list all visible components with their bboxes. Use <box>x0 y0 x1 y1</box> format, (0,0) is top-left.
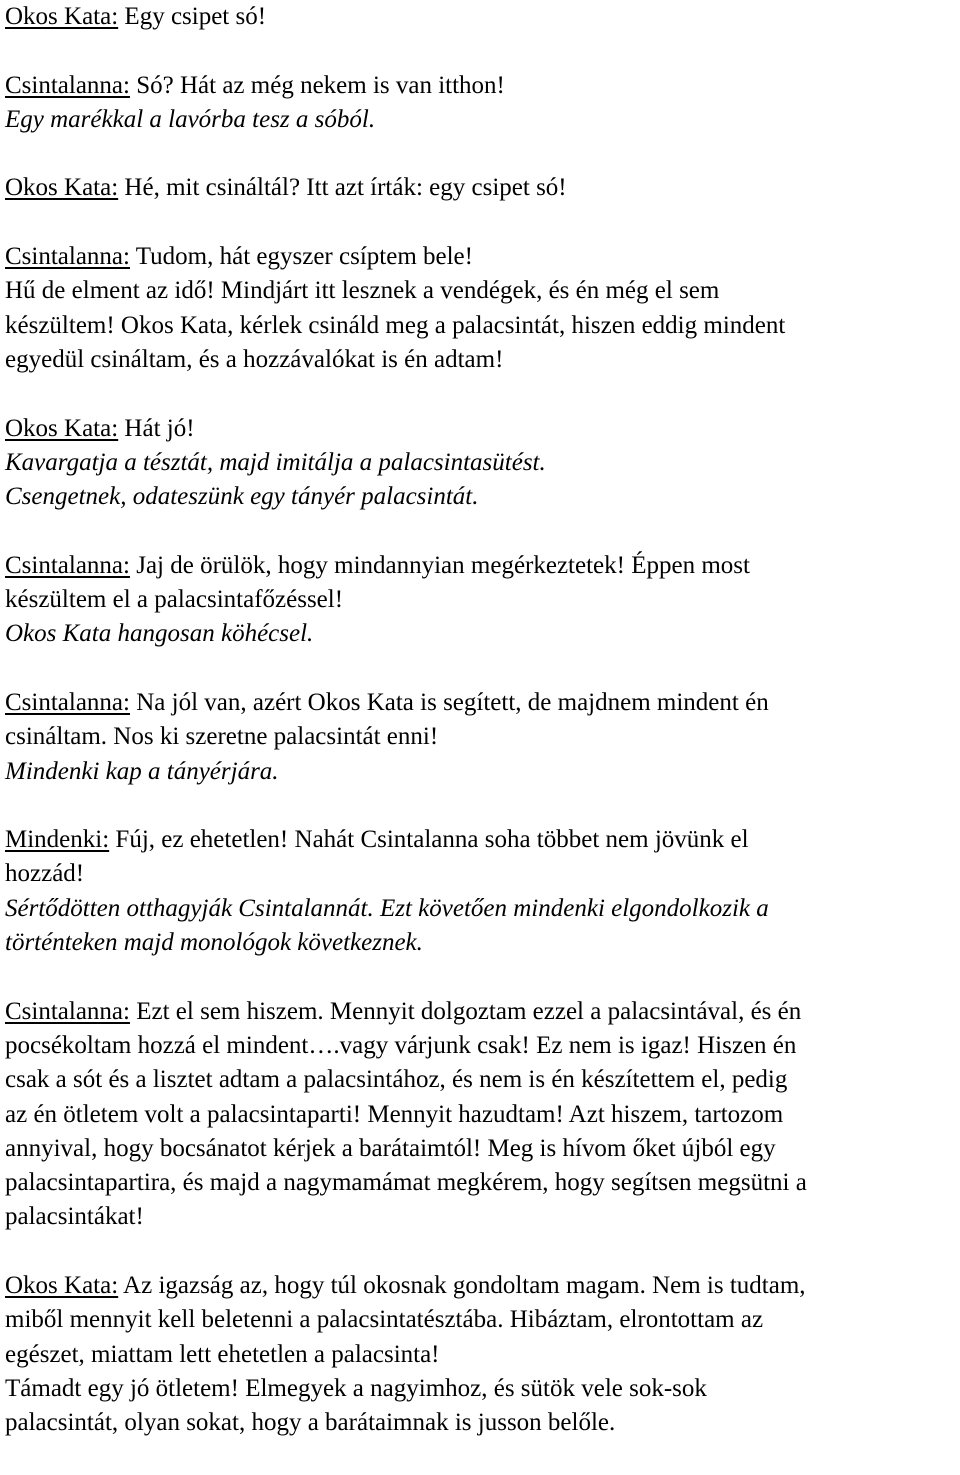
dialogue-text: Jaj de örülök, hogy mindannyian megérkeztetek! Éppen most <box>129 551 750 579</box>
text-line <box>5 1200 955 1234</box>
dialogue-text: Fúj, ez ehetetlen! Nahát Csintalanna soha többet nem jövünk el <box>109 826 749 854</box>
text-line <box>5 1029 955 1063</box>
dialogue-block <box>5 240 955 377</box>
stage-direction: Sértődötten otthagyják Csintalannát. Ezt követően mindenki elgondolkozik a <box>5 894 769 922</box>
text-line <box>5 857 955 891</box>
stage-direction: Csengetnek, odateszünk egy tányér palacsintát. <box>5 483 479 511</box>
text-line <box>5 69 955 103</box>
text-line <box>5 1269 955 1303</box>
dialogue-block <box>5 171 955 205</box>
text-line <box>5 926 955 960</box>
text-line <box>5 1338 955 1372</box>
dialogue-text: Támadt egy jó ötletem! Elmegyek a nagyimhoz, és sütök vele sok-sok <box>5 1374 707 1402</box>
dialogue-text: hozzád! <box>5 860 85 888</box>
speaker-name: Csintalanna: <box>5 997 130 1025</box>
text-line <box>5 1406 955 1440</box>
text-line <box>5 583 955 617</box>
text-line <box>5 617 955 651</box>
dialogue-text: palacsintát, olyan sokat, hogy a barátaimnak is jusson belőle. <box>5 1409 616 1437</box>
speaker-name: Csintalanna: <box>5 71 130 99</box>
text-line <box>5 103 955 137</box>
text-line <box>5 686 955 720</box>
stage-direction: Egy marékkal a lavórba tesz a sóból. <box>5 105 376 133</box>
dialogue-text: Hű de elment az idő! Mindjárt itt lesznek a vendégek, és én még el sem <box>5 277 720 305</box>
text-line <box>5 480 955 514</box>
dialogue-block <box>5 412 955 515</box>
text-line <box>5 446 955 480</box>
dialogue-block <box>5 0 955 34</box>
dialogue-text: palacsintákat! <box>5 1203 144 1231</box>
text-line <box>5 343 955 377</box>
speaker-name: Csintalanna: <box>5 688 130 716</box>
stage-direction: Mindenki kap a tányérjára. <box>5 757 279 785</box>
text-line <box>5 412 955 446</box>
text-line <box>5 720 955 754</box>
speaker-name: Okos Kata: <box>5 3 119 30</box>
dialogue-text: egyedül csináltam, és a hozzávalókat is én adtam! <box>5 345 504 373</box>
dialogue-text: miből mennyit kell beletenni a palacsintatésztába. Hibáztam, elrontottam az <box>5 1306 764 1334</box>
dialogue-text: csak a sót és a lisztet adtam a palacsintához, és nem is én készítettem el, pedig <box>5 1066 788 1094</box>
speaker-name: Okos Kata: <box>5 1271 119 1299</box>
dialogue-text: csináltam. Nos ki szeretne palacsintát enni! <box>5 723 439 751</box>
stage-direction: történteken majd monológok következnek. <box>5 929 423 957</box>
stage-direction: Okos Kata hangosan köhécsel. <box>5 620 314 648</box>
dialogue-block <box>5 823 955 960</box>
text-line <box>5 755 955 789</box>
text-line <box>5 1303 955 1337</box>
dialogue-block <box>5 995 955 1235</box>
dialogue-text: Egy csipet só! <box>118 3 267 30</box>
dialogue-block <box>5 69 955 138</box>
dialogue-text: Az igazság az, hogy túl okosnak gondoltam magam. Nem is tudtam, <box>118 1271 806 1299</box>
dialogue-text: Hé, mit csináltál? Itt azt írták: egy csipet só! <box>118 174 567 202</box>
dialogue-text: készültem! Okos Kata, kérlek csináld meg a palacsintát, hiszen eddig mindent <box>5 311 786 339</box>
speaker-name: Mindenki: <box>5 826 110 854</box>
dialogue-text: Hát jó! <box>118 414 195 442</box>
text-line <box>5 171 955 205</box>
text-line <box>5 823 955 857</box>
stage-direction: Kavargatja a tésztát, majd imitálja a palacsintasütést. <box>5 448 546 476</box>
dialogue-text: pocsékoltam hozzá el mindent….vagy várjunk csak! Ez nem is igaz! Hiszen én <box>5 1031 797 1059</box>
dialogue-text: Na jól van, azért Okos Kata is segített, de majdnem mindent én <box>129 688 769 716</box>
dialogue-text: Só? Hát az még nekem is van itthon! <box>129 71 505 99</box>
text-line <box>5 1098 955 1132</box>
dialogue-text: palacsintapartira, és majd a nagymamámat megkérem, hogy segítsen megsütni a <box>5 1169 807 1197</box>
text-line <box>5 995 955 1029</box>
text-line <box>5 549 955 583</box>
dialogue-block <box>5 1269 955 1440</box>
dialogue-text: Tudom, hát egyszer csíptem bele! <box>129 243 473 271</box>
dialogue-text: egészet, miattam lett ehetetlen a palacsinta! <box>5 1340 440 1368</box>
speaker-name: Okos Kata: <box>5 414 119 442</box>
dialogue-text: készültem el a palacsintafőzéssel! <box>5 586 344 614</box>
dialogue-text: Ezt el sem hiszem. Mennyit dolgoztam ezzel a palacsintával, és én <box>129 997 802 1025</box>
script-page <box>5 0 955 1475</box>
dialogue-block <box>5 686 955 789</box>
text-line <box>5 1372 955 1406</box>
text-line <box>5 309 955 343</box>
text-line <box>5 892 955 926</box>
dialogue-text: az én ötletem volt a palacsintaparti! Mennyit hazudtam! Azt hiszem, tartozom <box>5 1100 784 1128</box>
text-line <box>5 1166 955 1200</box>
speaker-name: Csintalanna: <box>5 551 130 579</box>
speaker-name: Csintalanna: <box>5 243 130 271</box>
text-line <box>5 274 955 308</box>
text-line <box>5 1063 955 1097</box>
speaker-name: Okos Kata: <box>5 174 119 202</box>
text-line <box>5 0 955 34</box>
dialogue-text: annyival, hogy bocsánatot kérjek a barátaimtól! Meg is hívom őket újból egy <box>5 1134 776 1162</box>
dialogue-block <box>5 549 955 652</box>
text-line <box>5 1132 955 1166</box>
text-line <box>5 240 955 274</box>
